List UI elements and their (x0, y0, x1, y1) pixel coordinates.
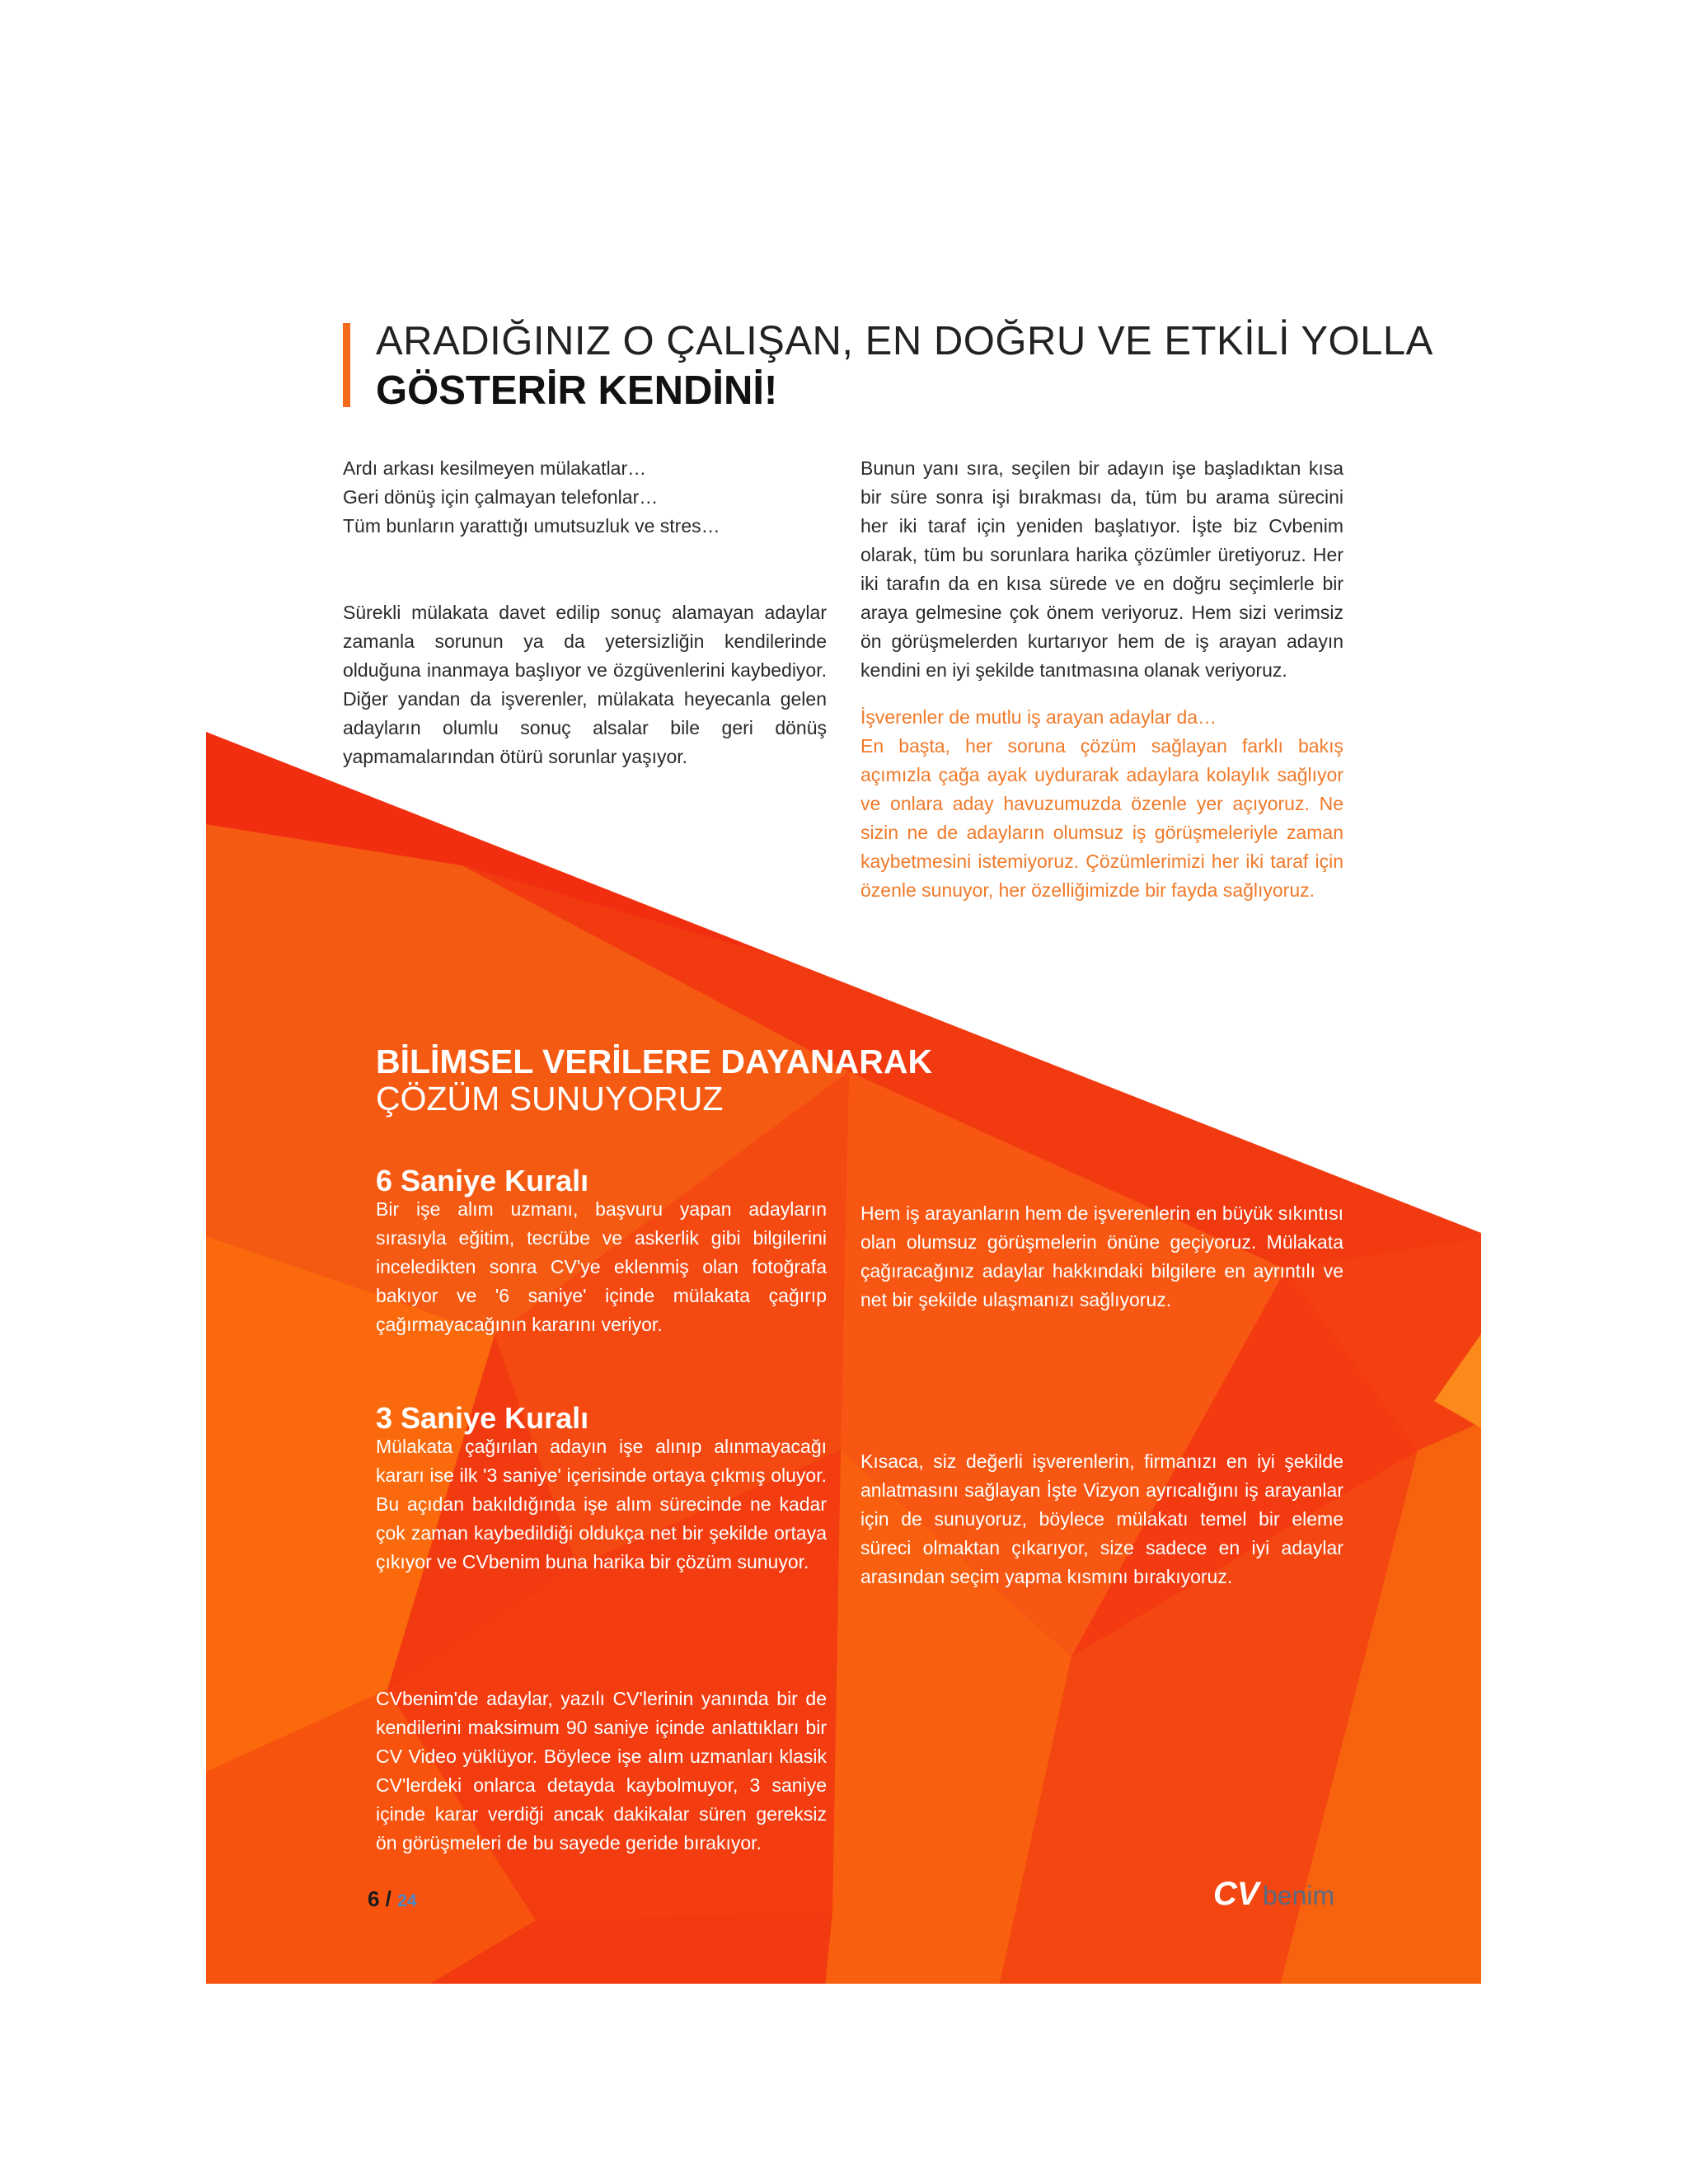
right-block-2 (860, 1447, 1343, 1591)
right-block-1-body: Hem iş arayanların hem de işverenlerin en büyük sıkıntısı olan olumsuz görüşmelerin önüne geçiyoruz. Mülakata çağıracağınız adaylar hakkındaki bilgilere en ayrıntılı ve net bir şekilde ulaşmanızı sağlıyoruz. (860, 1202, 1343, 1310)
section-title-light: ÇÖZÜM SUNUYORUZ (376, 1080, 724, 1118)
page-current: 6 / (368, 1886, 392, 1911)
intro-line-1: Ardı arkası kesilmeyen mülakatlar… (343, 457, 647, 479)
cv-video-block (376, 1685, 827, 1858)
rule6-title: 6 Saniye Kuralı (376, 1164, 589, 1197)
logo-cv-mark: CV (1213, 1876, 1259, 1912)
intro-right-column (860, 454, 1343, 905)
page-total: 24 (397, 1891, 417, 1910)
right-block-2-body: Kısaca, siz değerli işverenlerin, firmanızı en iyi şekilde anlatmasını sağlayan İşte Vizyon ayrıcalığını iş arayanlar için de sunuyoruz, böylece mülakatı temel bir eleme süreci olmaktan çıkarıyor, size sadece en iyi adaylar arasından seçim yapma kısmını bırakıyoruz. (860, 1451, 1343, 1587)
logo-benim-text: benim (1263, 1881, 1335, 1910)
rule6-body: Bir işe alım uzmanı, başvuru yapan adayların sırasıyla eğitim, tecrübe ve askerlik gibi bilgilerini inceledikten sonra CV'ye eklenmiş olan fotoğrafa bakıyor ve '6 saniye' içinde mülakata çağırıp çağırmayacağının kararını veriyor. (376, 1198, 827, 1335)
rule3-title: 3 Saniye Kuralı (376, 1401, 589, 1435)
rule6-block (376, 1166, 827, 1339)
page-heading-line1: ARADIĞINIZ O ÇALIŞAN, EN DOĞRU VE ETKİLİ YOLLA (376, 319, 1433, 363)
intro-line-3: Tüm bunların yarattığı umutsuzluk ve stres… (343, 515, 720, 537)
highlight-body: En başta, her soruna çözüm sağlayan farklı bakış açımızla çağa ayak uydurarak adaylara kolaylık sağlıyor ve onlara aday havuzumuzda özenle yer açıyoruz. Ne sizin ne de adayların olumsuz iş görüşmeleriyle zaman kaybetmesini istemiyoruz. Çözümlerimizi her iki taraf için özenle sunuyor, her özelliğimizde bir fayda sağlıyoruz. (860, 735, 1343, 901)
intro-right-paragraph: Bunun yanı sıra, seçilen bir adayın işe başladıktan kısa bir süre sonra işi bırakması da, tüm bu arama sürecini her iki taraf için yeniden başlatıyor. İşte biz Cvbenim olarak, tüm bu sorunlara harika çözümler üretiyoruz. Her iki tarafın da en kısa sürede ve en doğru seçimlerle bir araya gelmesine çok önem veriyoruz. Hem sizi verimsiz ön görüşmelerden kurtarıyor hem de iş arayan adayın kendini en iyi şekilde tanıtmasına olanak veriyoruz. (860, 457, 1343, 681)
rule3-block (376, 1401, 827, 1577)
heading-accent-bar (343, 323, 350, 407)
cvbenim-logo (1213, 1876, 1362, 1925)
page-heading-line2: GÖSTERİR KENDİNİ! (376, 368, 778, 413)
intro-left-column (343, 454, 827, 771)
right-block-1 (860, 1199, 1343, 1315)
highlight-lead: İşverenler de mutlu iş arayan adaylar da… (860, 706, 1217, 728)
cv-video-body: CVbenim'de adaylar, yazılı CV'lerinin yanında bir de kendilerini maksimum 90 saniye içinde anlattıkları bir CV Video yüklüyor. Böylece işe alım uzmanları klasik CV'lerdeki onlarca detayda kaybolmuyor, 3 saniye içinde karar verdiği ancak dakikalar süren gereksiz ön görüşmeleri de bu sayede geride bırakıyor. (376, 1688, 827, 1854)
intro-left-paragraph: Sürekli mülakata davet edilip sonuç alamayan adaylar zamanla sorunun ya da yetersizliğin kendilerinde olduğuna inanmaya başlıyor ve özgüvenlerini kaybediyor. Diğer yandan da işverenler, mülakata heyecanla gelen adayların olumlu sonuç alsalar bile geri dönüş yapmamalarından ötürü sorunlar yaşıyor. (343, 602, 827, 767)
page-number (368, 1886, 417, 1912)
rule3-body: Mülakata çağırılan adayın işe alınıp alınmayacağı kararı ise ilk '3 saniye' içerisinde ortaya çıkmış oluyor. Bu açıdan bakıldığında işe alım sürecinde ne kadar çok zaman kaybedildiği oldukça net bir şekilde ortaya çıkıyor ve CVbenim buna harika bir çözüm sunuyor. (376, 1436, 827, 1572)
intro-line-2: Geri dönüş için çalmayan telefonlar… (343, 486, 659, 508)
section-title-bold: BİLİMSEL VERİLERE DAYANARAK (376, 1043, 933, 1080)
